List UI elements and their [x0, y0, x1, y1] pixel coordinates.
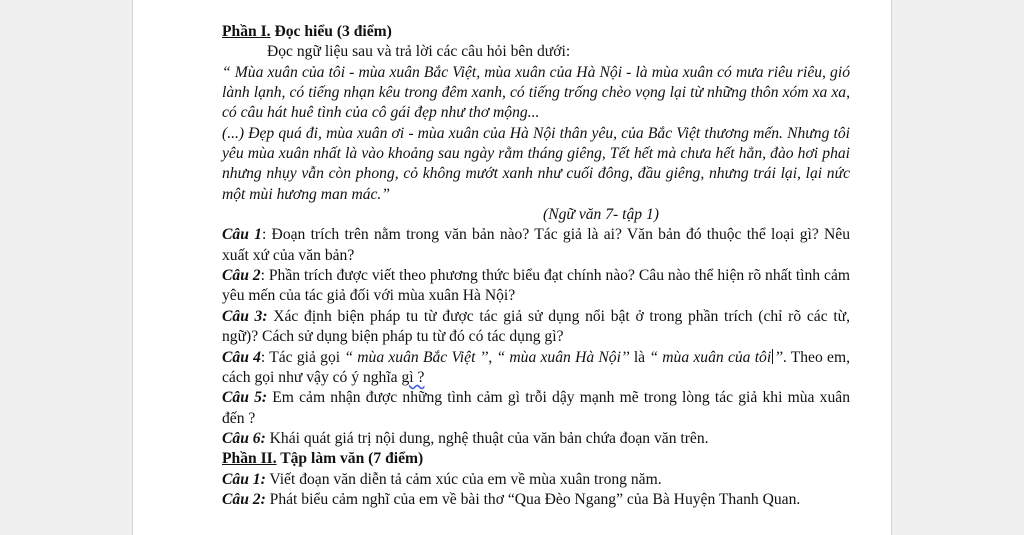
question-text: Viết đoạn văn diễn tả cảm xúc của em về mùa xuân trong năm. [265, 470, 662, 488]
passage-paragraph-1: “ Mùa xuân của tôi - mùa xuân Bắc Việt, mùa xuân của Hà Nội - là mùa xuân có mưa riêu riêu, gió lành lạnh, có tiếng nhạn kêu trong đêm xanh, có tiếng trống chèo vọng lại từ những thôn xóm xa xa, có câu hát huê tình của cô gái đẹp như thơ mộng... [222, 63, 850, 122]
document-page [132, 0, 892, 535]
question-text: Em cảm nhận được những tình cảm gì trỗi dậy mạnh mẽ trong lòng tác giả khi mùa xuân đến ? [222, 389, 850, 427]
part1-title: Đọc hiểu (3 điểm) [270, 23, 392, 40]
part2-heading [222, 449, 850, 469]
writing-question-1 [222, 470, 850, 490]
question-5 [222, 388, 850, 429]
question-text-d: . Theo em, cách gọi như vậy có ý nghĩa [222, 348, 850, 386]
part2-title: Tập làm văn (7 điểm) [276, 450, 424, 468]
question-label: Câu 2 [222, 267, 261, 285]
spellcheck-marked-text[interactable]: gì ? [401, 368, 425, 386]
question-text: Khái quát giá trị nội dung, nghệ thuật của văn bản chứa đoạn văn trên. [265, 429, 709, 447]
part2-label: Phần II. [222, 450, 277, 468]
part1-heading [222, 22, 850, 42]
intro-line: Đọc ngữ liệu sau và trả lời các câu hỏi bên dưới: [267, 43, 571, 61]
quote-close: ’’ [774, 348, 783, 366]
question-text-c: là [629, 348, 650, 366]
question-label: Câu 6: [222, 429, 266, 447]
quote-cua-toi: “ mùa xuân của tôi [649, 348, 772, 366]
question-text-a: : Tác giả gọi [260, 348, 345, 366]
question-4 [222, 348, 850, 389]
question-text-b: , [488, 348, 497, 366]
question-label: Câu 3: [222, 307, 268, 325]
question-text: Phát biểu cảm nghĩ của em về bài thơ “Qua Đèo Ngang” của Bà Huyện Thanh Quan. [265, 490, 801, 508]
passage-paragraph-2: (...) Đẹp quá đi, mùa xuân ơi - mùa xuân của Hà Nội thân yêu, của Bắc Việt thương mến. Nhưng tôi yêu mùa xuân nhất là vào khoảng sau ngày rằm tháng giêng, Tết hết mà chưa hết hẳn, đào hơi phai nhưng nhụy vẫn còn phong, cỏ không mướt xanh như cuối đông, đầu giêng, nhưng trái lại, lại nức một mùi hương man mác.” [222, 124, 850, 203]
passage-source: (Ngữ văn 7- tập 1) [543, 206, 659, 224]
question-text: : Phần trích được viết theo phương thức biểu đạt chính nào? Câu nào thể hiện rõ nhất tình cảm yêu mến của tác giả đối với mùa xuân Hà Nội? [222, 267, 850, 305]
question-1 [222, 225, 850, 266]
question-3 [222, 307, 850, 348]
question-6 [222, 429, 850, 449]
question-label: Câu 1: [222, 470, 266, 488]
writing-question-2 [222, 490, 850, 510]
question-text: Xác định biện pháp tu từ được tác giả sử dụng nổi bật ở trong phần trích (chỉ rõ các từ, ngữ)? Cách sử dụng biện pháp tu từ đó có tác dụng gì? [222, 307, 850, 346]
document-body [222, 22, 850, 510]
question-label: Câu 1 [222, 226, 262, 244]
question-label: Câu 4 [222, 348, 261, 366]
question-label: Câu 2: [222, 490, 266, 508]
quote-bac-viet: “ mùa xuân Bắc Việt ’’ [344, 348, 489, 366]
question-text: : Đoạn trích trên nằm trong văn bản nào? Tác giả là ai? Văn bản đó thuộc thể loại gì? Nêu xuất xứ của văn bản? [222, 226, 850, 264]
question-label: Câu 5: [222, 389, 268, 407]
question-2 [222, 266, 850, 307]
quote-ha-noi: “ mùa xuân Hà Nội’’ [496, 348, 630, 366]
part1-label: Phần I. [222, 23, 271, 40]
